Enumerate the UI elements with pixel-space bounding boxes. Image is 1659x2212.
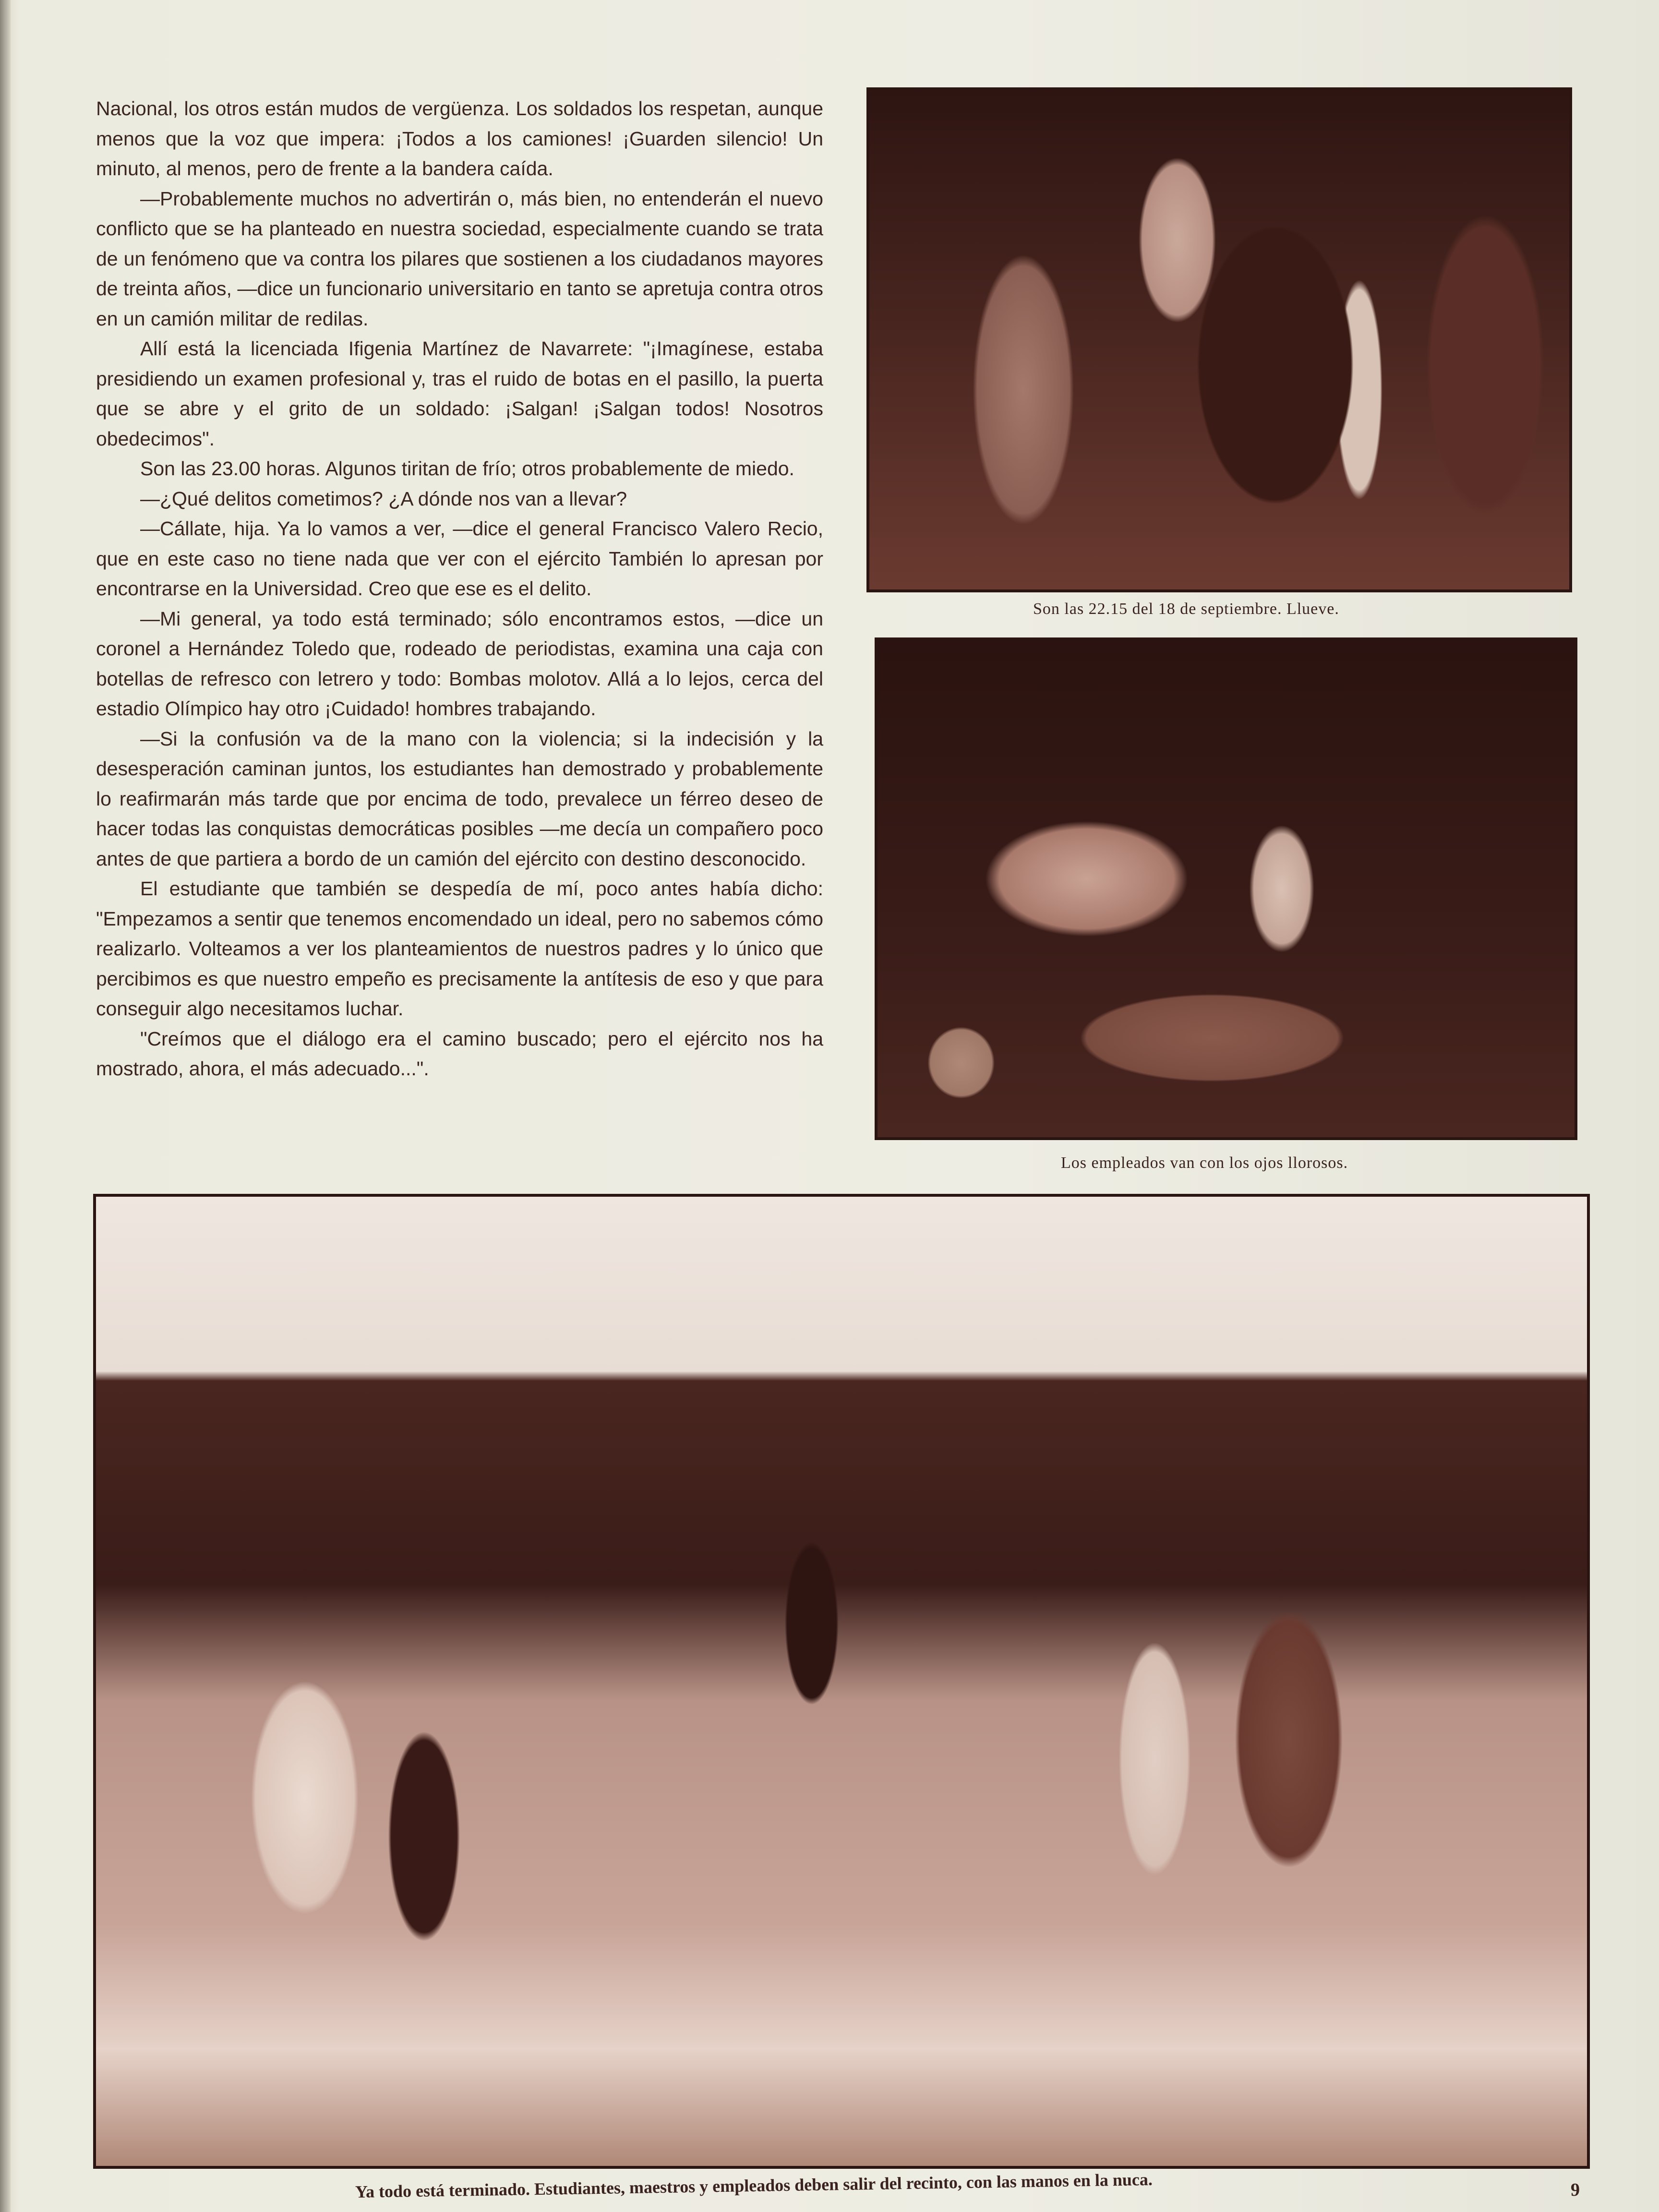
paragraph: El estudiante que también se despedía de mí, poco antes había dicho: "Empezamos a sentir que tenemos encomendado un ideal, pero no sabemos cómo realizarlo. Volteamos a ver los planteamientos de nuestros padres y lo único que percibimos es que nuestro empeño es precisamente la antítesis de eso y que para conseguir algo necesitamos luchar. <box>96 878 823 1020</box>
photo-caption-bottom: Ya todo está terminado. Estudiantes, maestros y empleados deben salir del recinto, con las manos en la nuca. <box>355 2169 1153 2201</box>
article-text <box>96 94 823 1084</box>
photo-military-truck <box>875 637 1577 1140</box>
magazine-spine <box>0 0 11 2212</box>
paragraph: Son las 23.00 horas. Algunos tiritan de frío; otros probablemente de miedo. <box>140 457 794 480</box>
paragraph: —Mi general, ya todo está terminado; sólo encontramos estos, —dice un coronel a Hernández Toledo que, rodeado de periodistas, examina una caja con botellas de refresco con letrero y todo: Bombas molotov. Allá a lo lejos, cerca del estadio Olímpico hay otro ¡Cuidado! hombres trabajando. <box>96 607 823 720</box>
paragraph: Nacional, los otros están mudos de vergüenza. Los soldados los respetan, aunque menos que la voz que impera: ¡Todos a los camiones! ¡Guarden silencio! Un minuto, al menos, pero de frente a la bandera caída. <box>96 97 823 180</box>
photo-soldiers-detaining-students <box>866 87 1572 592</box>
paragraph: —Si la confusión va de la mano con la violencia; si la indecisión y la desesperación caminan juntos, los estudiantes han demostrado y probablemente lo reafirmarán más tarde que por encima de todo, prevalece un férreo deseo de hacer todas las conquistas democráticas posibles —me decía un compañero poco antes de que partiera a bordo de un camión del ejército con destino desconocido. <box>96 727 823 870</box>
page-number: 9 <box>1571 2180 1580 2200</box>
paragraph: Allí está la licenciada Ifigenia Martínez de Navarrete: "¡Imagínese, estaba presidiendo un examen profesional y, tras el ruido de botas en el pasillo, la puerta que se abre y el grito de un soldado: ¡Salgan! ¡Salgan todos! Nosotros obedecimos". <box>96 337 823 450</box>
paragraph: —Cállate, hija. Ya lo vamos a ver, —dice el general Francisco Valero Recio, que en este caso no tiene nada que ver con el ejército También lo apresan por encontrarse en la Universidad. Creo que ese es el delito. <box>96 517 823 600</box>
photo-caption-top: Son las 22.15 del 18 de septiembre. Llueve. <box>1033 600 1339 618</box>
paragraph: "Creímos que el diálogo era el camino buscado; pero el ejército nos ha mostrado, ahora, el más adecuado...". <box>96 1027 823 1080</box>
photo-detainees-hands-on-necks <box>93 1194 1590 2169</box>
paragraph: —Probablemente muchos no advertirán o, más bien, no entenderán el nuevo conflicto que se ha planteado en nuestra sociedad, especialmente cuando se trata de un fenómeno que va contra los pilares que sostienen a los ciudadanos mayores de treinta años, —dice un funcionario universitario en tanto se apretuja contra otros en un camión militar de redilas. <box>96 187 823 330</box>
photo-caption-middle: Los empleados van con los ojos llorosos. <box>1061 1154 1348 1172</box>
paragraph: —¿Qué delitos cometimos? ¿A dónde nos van a llevar? <box>140 487 627 510</box>
